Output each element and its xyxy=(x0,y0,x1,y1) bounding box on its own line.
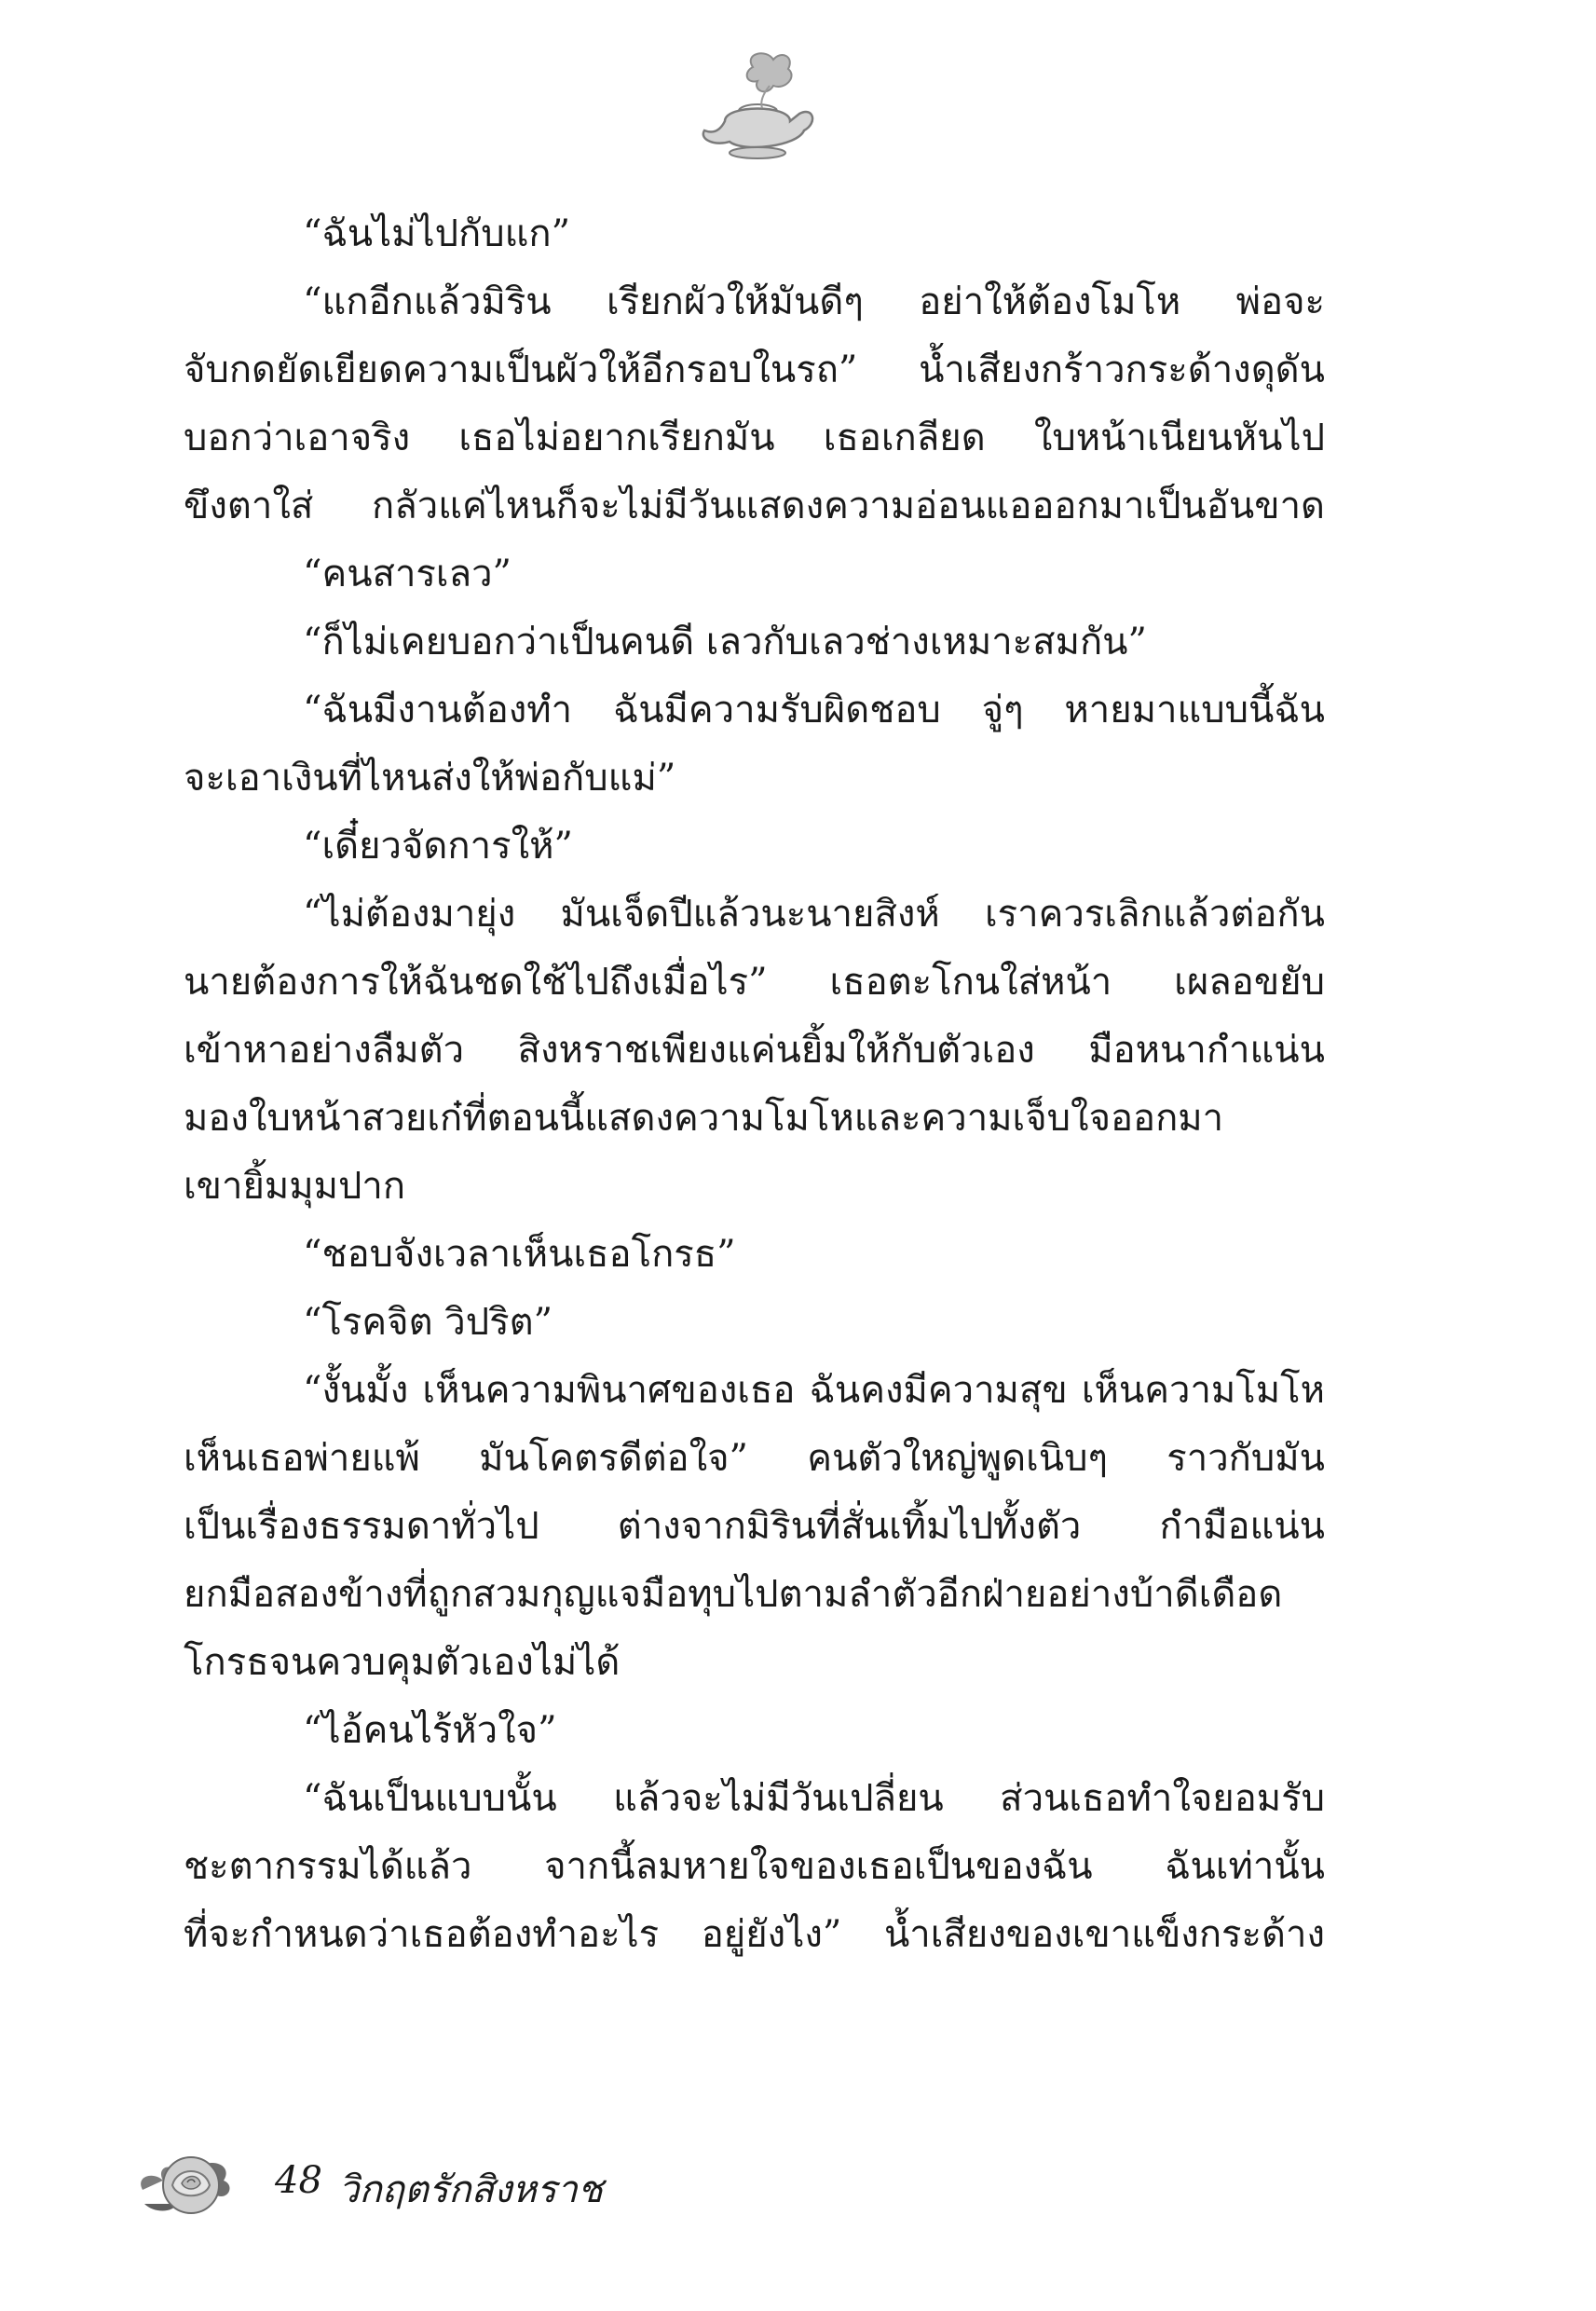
text-line: “งั้นมั้ง เห็นความพินาศของเธอ ฉันคงมีความสุข เห็นความโมโห xyxy=(303,1369,1325,1412)
text-line: “ไม่ต้องมายุ่ง มันเจ็ดปีแล้วนะนายสิงห์ เราควรเลิกแล้วต่อกัน xyxy=(303,893,1325,936)
text-line: “ไอ้คนไร้หัวใจ” xyxy=(303,1709,557,1752)
body-text xyxy=(184,200,1325,1969)
text-line: “ฉันเป็นแบบนั้น แล้วจะไม่มีวันเปลี่ยน ส่วนเธอทำใจยอมรับ xyxy=(303,1777,1325,1820)
text-line: นายต้องการให้ฉันชดใช้ไปถึงเมื่อไร” เธอตะโกนใส่หน้า เผลอขยับ xyxy=(184,961,1325,1004)
text-line: เป็นเรื่องธรรมดาทั่วไป ต่างจากมิรินที่สั่นเทิ้มไปทั้งตัว กำมือแน่น xyxy=(184,1505,1325,1548)
page-footer xyxy=(135,2139,694,2222)
text-line: “ก็ไม่เคยบอกว่าเป็นคนดี เลวกับเลวช่างเหมาะสมกัน” xyxy=(303,621,1147,663)
text-line: มองใบหน้าสวยเก๋ที่ตอนนี้แสดงความโมโหและความเจ็บใจออกมา xyxy=(184,1097,1224,1140)
rose-icon xyxy=(135,2139,238,2222)
text-line: “ฉันไม่ไปกับแก” xyxy=(303,212,571,255)
text-line: เขายิ้มมุมปาก xyxy=(184,1165,406,1208)
text-line: “ฉันมีงานต้องทำ ฉันมีความรับผิดชอบ จู่ๆ หายมาแบบนี้ฉัน xyxy=(303,689,1325,732)
text-line: “เดี๋ยวจัดการให้” xyxy=(303,825,573,868)
text-line: “คนสารเลว” xyxy=(303,553,512,595)
text-line: จับกดยัดเยียดความเป็นผัวให้อีกรอบในรถ” น้ำเสียงกร้าวกระด้างดุดัน xyxy=(184,349,1325,391)
text-line: “ชอบจังเวลาเห็นเธอโกรธ” xyxy=(303,1233,736,1276)
text-line: จะเอาเงินที่ไหนส่งให้พ่อกับแม่” xyxy=(184,757,676,800)
book-title: วิกฤตรักสิงหราช xyxy=(338,2168,603,2211)
text-line: เข้าหาอย่างลืมตัว สิงหราชเพียงแค่นยิ้มให้กับตัวเอง มือหนากำแน่น xyxy=(184,1029,1325,1072)
text-line: “โรคจิต วิปริต” xyxy=(303,1301,553,1344)
text-line: ที่จะกำหนดว่าเธอต้องทำอะไร อยู่ยังไง” น้ำเสียงของเขาแข็งกระด้าง xyxy=(184,1913,1325,1956)
text-line: ชะตากรรมได้แล้ว จากนี้ลมหายใจของเธอเป็นของฉัน ฉันเท่านั้น xyxy=(184,1845,1325,1888)
text-line: บอกว่าเอาจริง เธอไม่อยากเรียกมัน เธอเกลียด ใบหน้าเนียนหันไป xyxy=(184,417,1325,459)
genie-lamp-icon xyxy=(688,48,827,170)
page-number: 48 xyxy=(275,2159,322,2202)
text-line: “แกอีกแล้วมิริน เรียกผัวให้มันดีๆ อย่าให้ต้องโมโห พ่อจะ xyxy=(303,280,1325,323)
text-line: ขึงตาใส่ กลัวแค่ไหนก็จะไม่มีวันแสดงความอ่อนแอออกมาเป็นอันขาด xyxy=(184,485,1325,527)
text-line: เห็นเธอพ่ายแพ้ มันโคตรดีต่อใจ” คนตัวใหญ่พูดเนิบๆ ราวกับมัน xyxy=(184,1437,1325,1480)
text-line: โกรธจนควบคุมตัวเองไม่ได้ xyxy=(184,1641,621,1684)
text-line: ยกมือสองข้างที่ถูกสวมกุญแจมือทุบไปตามลำตัวอีกฝ่ายอย่างบ้าดีเดือด xyxy=(184,1573,1283,1616)
